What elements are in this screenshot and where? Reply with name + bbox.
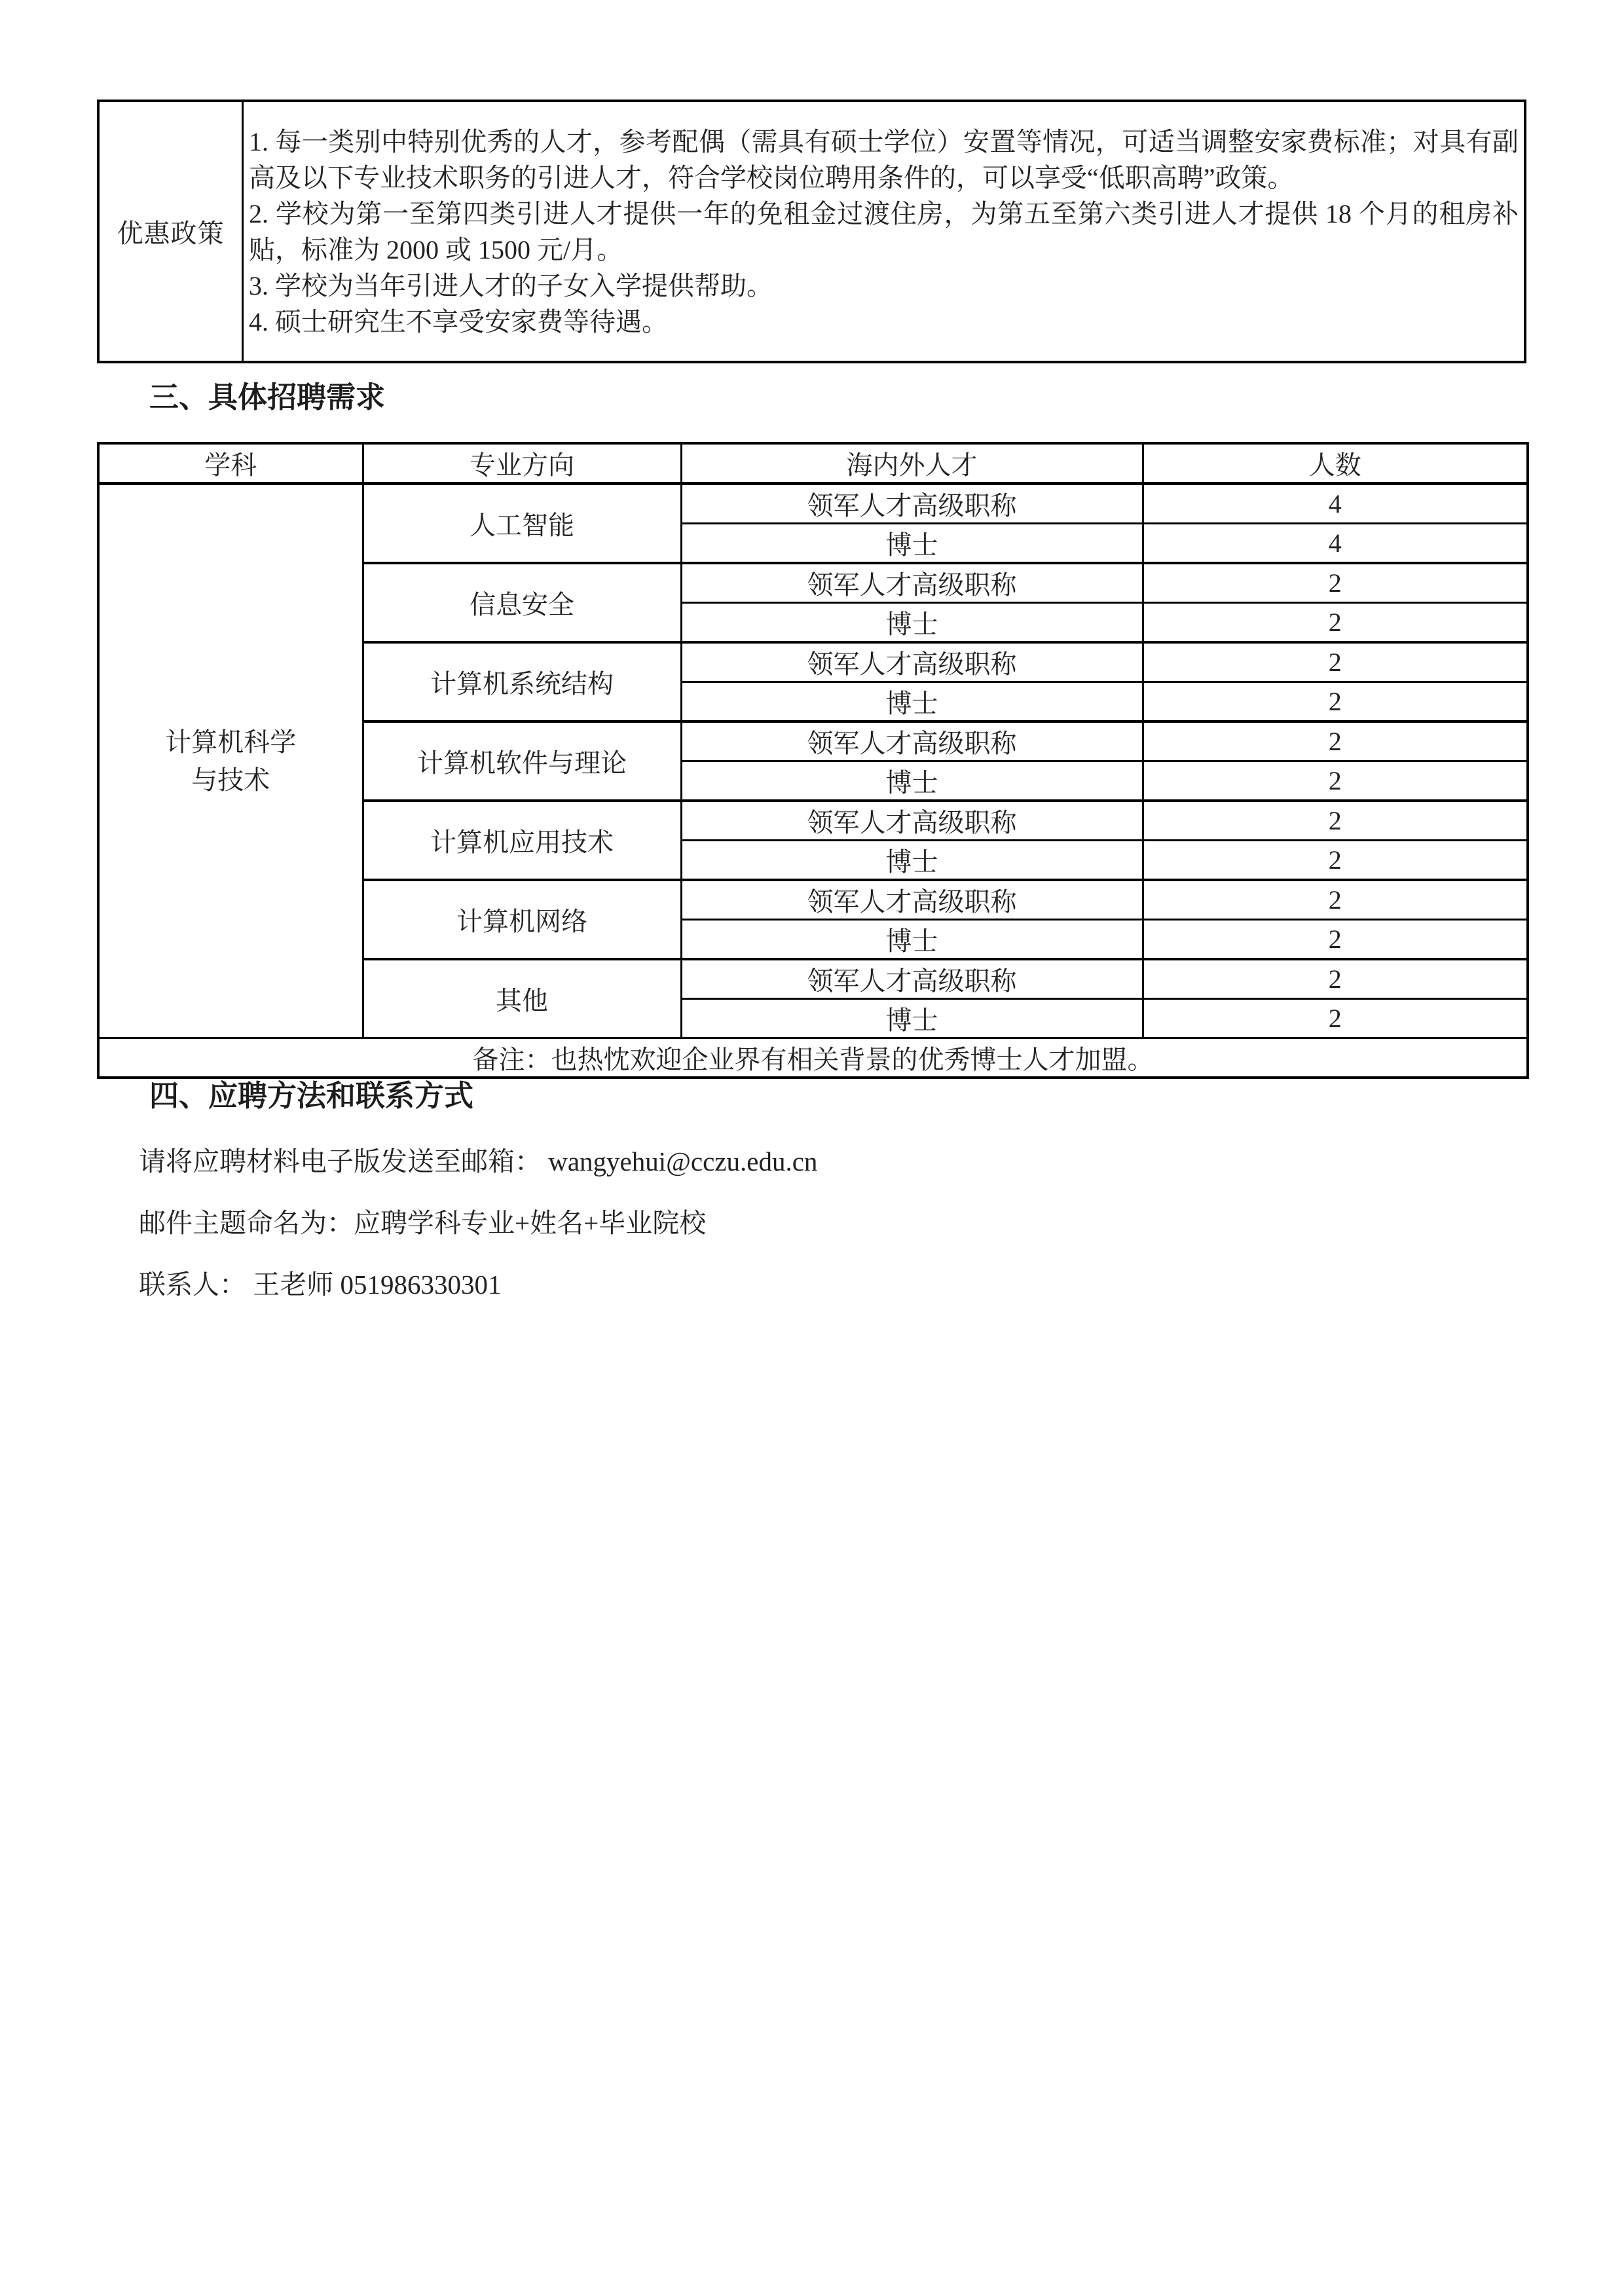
count-cell: 2 <box>1143 563 1528 603</box>
table-header-row <box>98 443 1528 484</box>
count-cell: 4 <box>1143 484 1528 524</box>
col-header-talent: 海内外人才 <box>681 443 1143 484</box>
count-cell: 2 <box>1143 999 1528 1038</box>
direction-cell: 计算机系统结构 <box>363 642 681 721</box>
talent-cell: 博士 <box>681 603 1143 643</box>
col-header-count: 人数 <box>1143 443 1528 484</box>
talent-cell: 领军人才高级职称 <box>681 959 1143 999</box>
count-cell: 2 <box>1143 721 1528 761</box>
talent-cell: 博士 <box>681 999 1143 1038</box>
talent-cell: 领军人才高级职称 <box>681 642 1143 682</box>
count-cell: 2 <box>1143 682 1528 722</box>
section-3-heading: 三、具体招聘需求 <box>149 381 386 414</box>
direction-cell: 计算机应用技术 <box>363 801 681 880</box>
col-header-discipline: 学科 <box>98 443 363 484</box>
direction-cell: 其他 <box>363 959 681 1038</box>
email-line: 请将应聘材料电子版发送至邮箱： wangyehui@cczu.edu.cn <box>139 1146 818 1176</box>
policy-label-cell: 优惠政策 <box>98 101 243 362</box>
subject-line: 邮件主题命名为：应聘学科专业+姓名+毕业院校 <box>139 1208 707 1238</box>
policy-item: 2. 学校为第一至第四类引进人才提供一年的免租金过渡住房，为第五至第六类引进人才提供 18 个月的租房补贴，标准为 2000 或 1500 元/月。 <box>249 198 1519 264</box>
talent-cell: 博士 <box>681 841 1143 881</box>
policy-item: 3. 学校为当年引进人才的子女入学提供帮助。 <box>249 270 773 301</box>
table-note-row <box>98 1038 1528 1078</box>
count-cell: 2 <box>1143 880 1528 920</box>
talent-cell: 博士 <box>681 524 1143 564</box>
count-cell: 2 <box>1143 603 1528 643</box>
table-row <box>98 484 1528 524</box>
count-cell: 2 <box>1143 959 1528 999</box>
direction-cell: 人工智能 <box>363 484 681 564</box>
talent-cell: 领军人才高级职称 <box>681 563 1143 603</box>
talent-cell: 领军人才高级职称 <box>681 484 1143 524</box>
policy-item: 4. 硕士研究生不享受安家费等待遇。 <box>249 306 668 337</box>
table-row <box>98 101 1525 362</box>
direction-cell: 计算机网络 <box>363 880 681 959</box>
col-header-direction: 专业方向 <box>363 443 681 484</box>
talent-cell: 领军人才高级职称 <box>681 721 1143 761</box>
talent-cell: 领军人才高级职称 <box>681 880 1143 920</box>
count-cell: 2 <box>1143 801 1528 841</box>
count-cell: 4 <box>1143 524 1528 564</box>
contact-line: 联系人： 王老师 051986330301 <box>139 1269 502 1300</box>
discipline-line2: 与技术 <box>191 765 270 795</box>
section-4-heading: 四、应聘方法和联系方式 <box>149 1080 474 1112</box>
policy-item: 1. 每一类别中特别优秀的人才，参考配偶（需具有硕士学位）安置等情况，可适当调整安家费标准；对具有副高及以下专业技术职务的引进人才，符合学校岗位聘用条件的，可以享受“低职高聘”政策。 <box>249 126 1519 192</box>
direction-cell: 计算机软件与理论 <box>363 721 681 801</box>
policy-table <box>97 100 1526 363</box>
discipline-line1: 计算机科学 <box>165 727 297 757</box>
recruitment-table <box>97 442 1529 1079</box>
count-cell: 2 <box>1143 761 1528 801</box>
count-cell: 2 <box>1143 920 1528 960</box>
talent-cell: 博士 <box>681 920 1143 960</box>
discipline-cell <box>98 484 363 1038</box>
policy-content-cell <box>243 101 1526 362</box>
direction-cell: 信息安全 <box>363 563 681 642</box>
talent-cell: 领军人才高级职称 <box>681 801 1143 841</box>
note-cell: 备注：也热忱欢迎企业界有相关背景的优秀博士人才加盟。 <box>98 1038 1528 1078</box>
count-cell: 2 <box>1143 841 1528 881</box>
talent-cell: 博士 <box>681 761 1143 801</box>
talent-cell: 博士 <box>681 682 1143 722</box>
count-cell: 2 <box>1143 642 1528 682</box>
